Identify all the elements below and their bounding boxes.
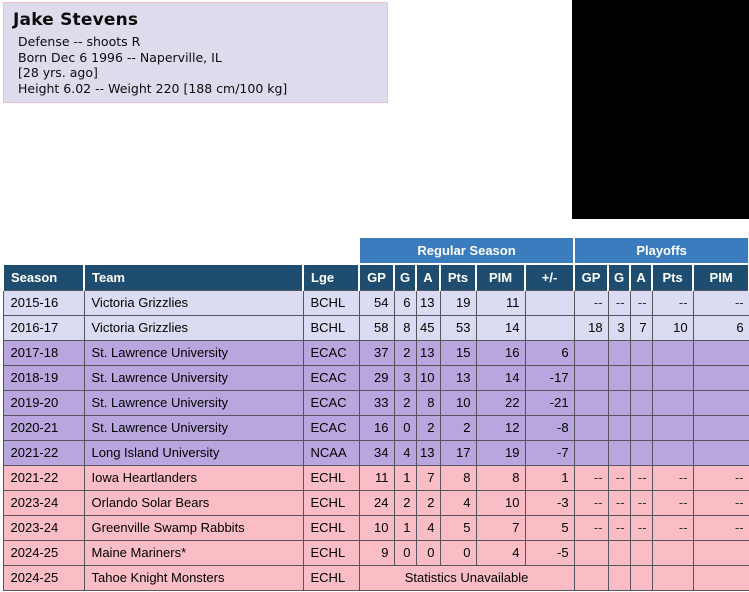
- team-cell: St. Lawrence University: [84, 415, 303, 440]
- regular-season-stat-cell: 8: [416, 390, 440, 415]
- season-cell: 2015-16: [3, 290, 84, 315]
- regular-season-stat-cell: 13: [416, 340, 440, 365]
- regular-season-stat-cell: 1: [394, 515, 416, 540]
- playoffs-stat-cell: [608, 440, 630, 465]
- season-cell: 2021-22: [3, 465, 84, 490]
- stats-row: [3, 340, 749, 365]
- playoffs-stat-cell: [652, 565, 693, 590]
- stats-row: [3, 415, 749, 440]
- stats-row: [3, 565, 749, 590]
- league-cell: ECHL: [303, 490, 359, 515]
- playoffs-stat-cell: [693, 440, 749, 465]
- playoffs-stat-cell: [630, 415, 652, 440]
- regular-season-stat-cell: 10: [416, 365, 440, 390]
- po-pim-column-header: PIM: [693, 264, 749, 290]
- team-cell: Maine Mariners*: [84, 540, 303, 565]
- regular-season-stat-cell: 6: [394, 290, 416, 315]
- playoffs-stat-cell: [652, 390, 693, 415]
- regular-season-stat-cell: 4: [440, 490, 476, 515]
- playoffs-stat-cell: [574, 390, 608, 415]
- regular-season-stat-cell: 13: [416, 440, 440, 465]
- regular-season-stat-cell: 2: [394, 340, 416, 365]
- regular-season-stat-cell: 16: [476, 340, 525, 365]
- playoffs-section-header: Playoffs: [574, 237, 749, 264]
- regular-season-stat-cell: 14: [476, 315, 525, 340]
- regular-season-stat-cell: 19: [476, 440, 525, 465]
- regular-season-stat-cell: 54: [359, 290, 394, 315]
- regular-season-stat-cell: 19: [440, 290, 476, 315]
- section-header-spacer: [3, 237, 359, 264]
- player-photo-placeholder: [572, 0, 749, 219]
- rs-gp-column-header: GP: [359, 264, 394, 290]
- regular-season-stat-cell: [525, 290, 574, 315]
- po-gp-column-header: GP: [574, 264, 608, 290]
- regular-season-stat-cell: 11: [476, 290, 525, 315]
- player-name: Jake Stevens: [13, 10, 139, 30]
- team-cell: St. Lawrence University: [84, 390, 303, 415]
- season-cell: 2016-17: [3, 315, 84, 340]
- player-info-line: Born Dec 6 1996 -- Naperville, IL: [18, 49, 222, 65]
- playoffs-stat-cell: [574, 540, 608, 565]
- playoffs-stat-cell: 6: [693, 315, 749, 340]
- column-header-row: [3, 264, 749, 290]
- regular-season-stat-cell: 29: [359, 365, 394, 390]
- league-cell: ECAC: [303, 340, 359, 365]
- stats-row: [3, 440, 749, 465]
- league-cell: BCHL: [303, 290, 359, 315]
- rs-plusminus-column-header: +/-: [525, 264, 574, 290]
- regular-season-stat-cell: 2: [394, 490, 416, 515]
- regular-season-stat-cell: -5: [525, 540, 574, 565]
- po-g-column-header: G: [608, 264, 630, 290]
- playoffs-stat-cell: 18: [574, 315, 608, 340]
- season-cell: 2023-24: [3, 515, 84, 540]
- playoffs-stat-cell: --: [693, 290, 749, 315]
- regular-season-stat-cell: 2: [440, 415, 476, 440]
- league-cell: ECHL: [303, 515, 359, 540]
- team-cell: Orlando Solar Bears: [84, 490, 303, 515]
- playoffs-stat-cell: --: [652, 465, 693, 490]
- playoffs-stat-cell: [574, 415, 608, 440]
- season-cell: 2024-25: [3, 540, 84, 565]
- playoffs-stat-cell: --: [608, 490, 630, 515]
- regular-season-stat-cell: 10: [476, 490, 525, 515]
- playoffs-stat-cell: [608, 340, 630, 365]
- regular-season-stat-cell: 8: [440, 465, 476, 490]
- regular-season-stat-cell: 4: [476, 540, 525, 565]
- regular-season-stat-cell: 0: [440, 540, 476, 565]
- playoffs-stat-cell: [630, 540, 652, 565]
- season-cell: 2023-24: [3, 490, 84, 515]
- stats-row: [3, 290, 749, 315]
- rs-pts-column-header: Pts: [440, 264, 476, 290]
- playoffs-stat-cell: --: [630, 465, 652, 490]
- regular-season-stat-cell: 5: [440, 515, 476, 540]
- playoffs-stat-cell: --: [574, 465, 608, 490]
- playoffs-stat-cell: [652, 365, 693, 390]
- playoffs-stat-cell: 7: [630, 315, 652, 340]
- regular-season-stat-cell: 13: [416, 290, 440, 315]
- playoffs-stat-cell: --: [693, 515, 749, 540]
- po-a-column-header: A: [630, 264, 652, 290]
- playoffs-stat-cell: [693, 540, 749, 565]
- playoffs-stat-cell: --: [608, 290, 630, 315]
- stats-table: [2, 236, 749, 591]
- season-cell: 2017-18: [3, 340, 84, 365]
- playoffs-stat-cell: [652, 340, 693, 365]
- stats-row: [3, 540, 749, 565]
- regular-season-stat-cell: 3: [394, 365, 416, 390]
- regular-season-stat-cell: 2: [416, 415, 440, 440]
- playoffs-stat-cell: --: [630, 515, 652, 540]
- regular-season-stat-cell: 4: [416, 515, 440, 540]
- section-header-row: [3, 237, 749, 264]
- regular-season-stat-cell: 17: [440, 440, 476, 465]
- regular-season-stat-cell: 13: [440, 365, 476, 390]
- stats-row: [3, 515, 749, 540]
- playoffs-stat-cell: --: [630, 290, 652, 315]
- regular-season-stat-cell: 1: [525, 465, 574, 490]
- player-info-line: [28 yrs. ago]: [18, 65, 98, 80]
- season-cell: 2021-22: [3, 440, 84, 465]
- regular-season-stat-cell: 9: [359, 540, 394, 565]
- regular-season-stat-cell: 58: [359, 315, 394, 340]
- playoffs-stat-cell: --: [574, 490, 608, 515]
- regular-season-stat-cell: 5: [525, 515, 574, 540]
- playoffs-stat-cell: --: [652, 290, 693, 315]
- team-cell: Victoria Grizzlies: [84, 315, 303, 340]
- regular-season-stat-cell: 15: [440, 340, 476, 365]
- playoffs-stat-cell: --: [652, 490, 693, 515]
- regular-season-stat-cell: 1: [394, 465, 416, 490]
- player-info-lines: [13, 34, 377, 96]
- stats-row: [3, 490, 749, 515]
- playoffs-stat-cell: --: [652, 515, 693, 540]
- regular-season-stat-cell: 37: [359, 340, 394, 365]
- rs-g-column-header: G: [394, 264, 416, 290]
- playoffs-stat-cell: [693, 340, 749, 365]
- regular-season-stat-cell: -8: [525, 415, 574, 440]
- stats-table-body: [3, 290, 749, 590]
- regular-season-stat-cell: 16: [359, 415, 394, 440]
- stats-row: [3, 315, 749, 340]
- playoffs-stat-cell: [652, 415, 693, 440]
- team-cell: Tahoe Knight Monsters: [84, 565, 303, 590]
- regular-season-stat-cell: 2: [416, 490, 440, 515]
- regular-season-stat-cell: 53: [440, 315, 476, 340]
- playoffs-stat-cell: [608, 365, 630, 390]
- regular-season-stat-cell: 6: [525, 340, 574, 365]
- playoffs-stat-cell: --: [630, 490, 652, 515]
- playoffs-stat-cell: [630, 340, 652, 365]
- playoffs-stat-cell: 10: [652, 315, 693, 340]
- regular-season-stat-cell: 2: [394, 390, 416, 415]
- regular-season-stat-cell: [525, 315, 574, 340]
- playoffs-stat-cell: [693, 365, 749, 390]
- playoffs-stat-cell: [574, 565, 608, 590]
- season-cell: 2024-25: [3, 565, 84, 590]
- playoffs-stat-cell: [630, 565, 652, 590]
- regular-season-stat-cell: 8: [476, 465, 525, 490]
- regular-season-stat-cell: 24: [359, 490, 394, 515]
- playoffs-stat-cell: [652, 540, 693, 565]
- playoffs-stat-cell: 3: [608, 315, 630, 340]
- season-column-header: Season: [3, 264, 84, 290]
- league-column-header: Lge: [303, 264, 359, 290]
- regular-season-stat-cell: -7: [525, 440, 574, 465]
- season-cell: 2020-21: [3, 415, 84, 440]
- playoffs-stat-cell: [693, 390, 749, 415]
- league-cell: ECAC: [303, 365, 359, 390]
- playoffs-stat-cell: [574, 365, 608, 390]
- rs-a-column-header: A: [416, 264, 440, 290]
- playoffs-stat-cell: [608, 540, 630, 565]
- regular-season-stat-cell: 34: [359, 440, 394, 465]
- playoffs-stat-cell: --: [608, 465, 630, 490]
- season-cell: 2019-20: [3, 390, 84, 415]
- po-pts-column-header: Pts: [652, 264, 693, 290]
- team-column-header: Team: [84, 264, 303, 290]
- stats-row: [3, 465, 749, 490]
- playoffs-stat-cell: [574, 340, 608, 365]
- stats-row: [3, 390, 749, 415]
- league-cell: ECHL: [303, 465, 359, 490]
- regular-season-stat-cell: 12: [476, 415, 525, 440]
- season-cell: 2018-19: [3, 365, 84, 390]
- team-cell: Long Island University: [84, 440, 303, 465]
- playoffs-stat-cell: --: [693, 490, 749, 515]
- team-cell: Iowa Heartlanders: [84, 465, 303, 490]
- player-info-line: Defense -- shoots R: [18, 34, 141, 49]
- league-cell: BCHL: [303, 315, 359, 340]
- league-cell: ECHL: [303, 540, 359, 565]
- playoffs-stat-cell: --: [574, 515, 608, 540]
- regular-season-stat-cell: 7: [476, 515, 525, 540]
- player-info-card: [3, 2, 388, 103]
- league-cell: ECHL: [303, 565, 359, 590]
- statistics-unavailable-cell: Statistics Unavailable: [359, 565, 574, 590]
- regular-season-stat-cell: 11: [359, 465, 394, 490]
- playoffs-stat-cell: [574, 440, 608, 465]
- team-cell: St. Lawrence University: [84, 340, 303, 365]
- playoffs-stat-cell: [693, 415, 749, 440]
- player-info-line: Height 6.02 -- Weight 220 [188 cm/100 kg]: [18, 80, 288, 96]
- regular-season-stat-cell: 4: [394, 440, 416, 465]
- playoffs-stat-cell: --: [608, 515, 630, 540]
- playoffs-stat-cell: [693, 565, 749, 590]
- regular-season-stat-cell: 8: [394, 315, 416, 340]
- playoffs-stat-cell: [652, 440, 693, 465]
- regular-season-section-header: Regular Season: [359, 237, 574, 264]
- regular-season-stat-cell: 0: [394, 415, 416, 440]
- playoffs-stat-cell: [630, 440, 652, 465]
- league-cell: NCAA: [303, 440, 359, 465]
- team-cell: Greenville Swamp Rabbits: [84, 515, 303, 540]
- playoffs-stat-cell: --: [693, 465, 749, 490]
- playoffs-stat-cell: --: [574, 290, 608, 315]
- playoffs-stat-cell: [630, 365, 652, 390]
- regular-season-stat-cell: 33: [359, 390, 394, 415]
- playoffs-stat-cell: [630, 390, 652, 415]
- regular-season-stat-cell: 14: [476, 365, 525, 390]
- regular-season-stat-cell: -3: [525, 490, 574, 515]
- rs-pim-column-header: PIM: [476, 264, 525, 290]
- stats-row: [3, 365, 749, 390]
- playoffs-stat-cell: [608, 565, 630, 590]
- team-cell: Victoria Grizzlies: [84, 290, 303, 315]
- regular-season-stat-cell: 10: [440, 390, 476, 415]
- regular-season-stat-cell: 45: [416, 315, 440, 340]
- regular-season-stat-cell: 22: [476, 390, 525, 415]
- playoffs-stat-cell: [608, 415, 630, 440]
- playoffs-stat-cell: [608, 390, 630, 415]
- regular-season-stat-cell: 7: [416, 465, 440, 490]
- regular-season-stat-cell: 0: [394, 540, 416, 565]
- league-cell: ECAC: [303, 390, 359, 415]
- regular-season-stat-cell: 0: [416, 540, 440, 565]
- regular-season-stat-cell: -17: [525, 365, 574, 390]
- league-cell: ECAC: [303, 415, 359, 440]
- team-cell: St. Lawrence University: [84, 365, 303, 390]
- regular-season-stat-cell: 10: [359, 515, 394, 540]
- regular-season-stat-cell: -21: [525, 390, 574, 415]
